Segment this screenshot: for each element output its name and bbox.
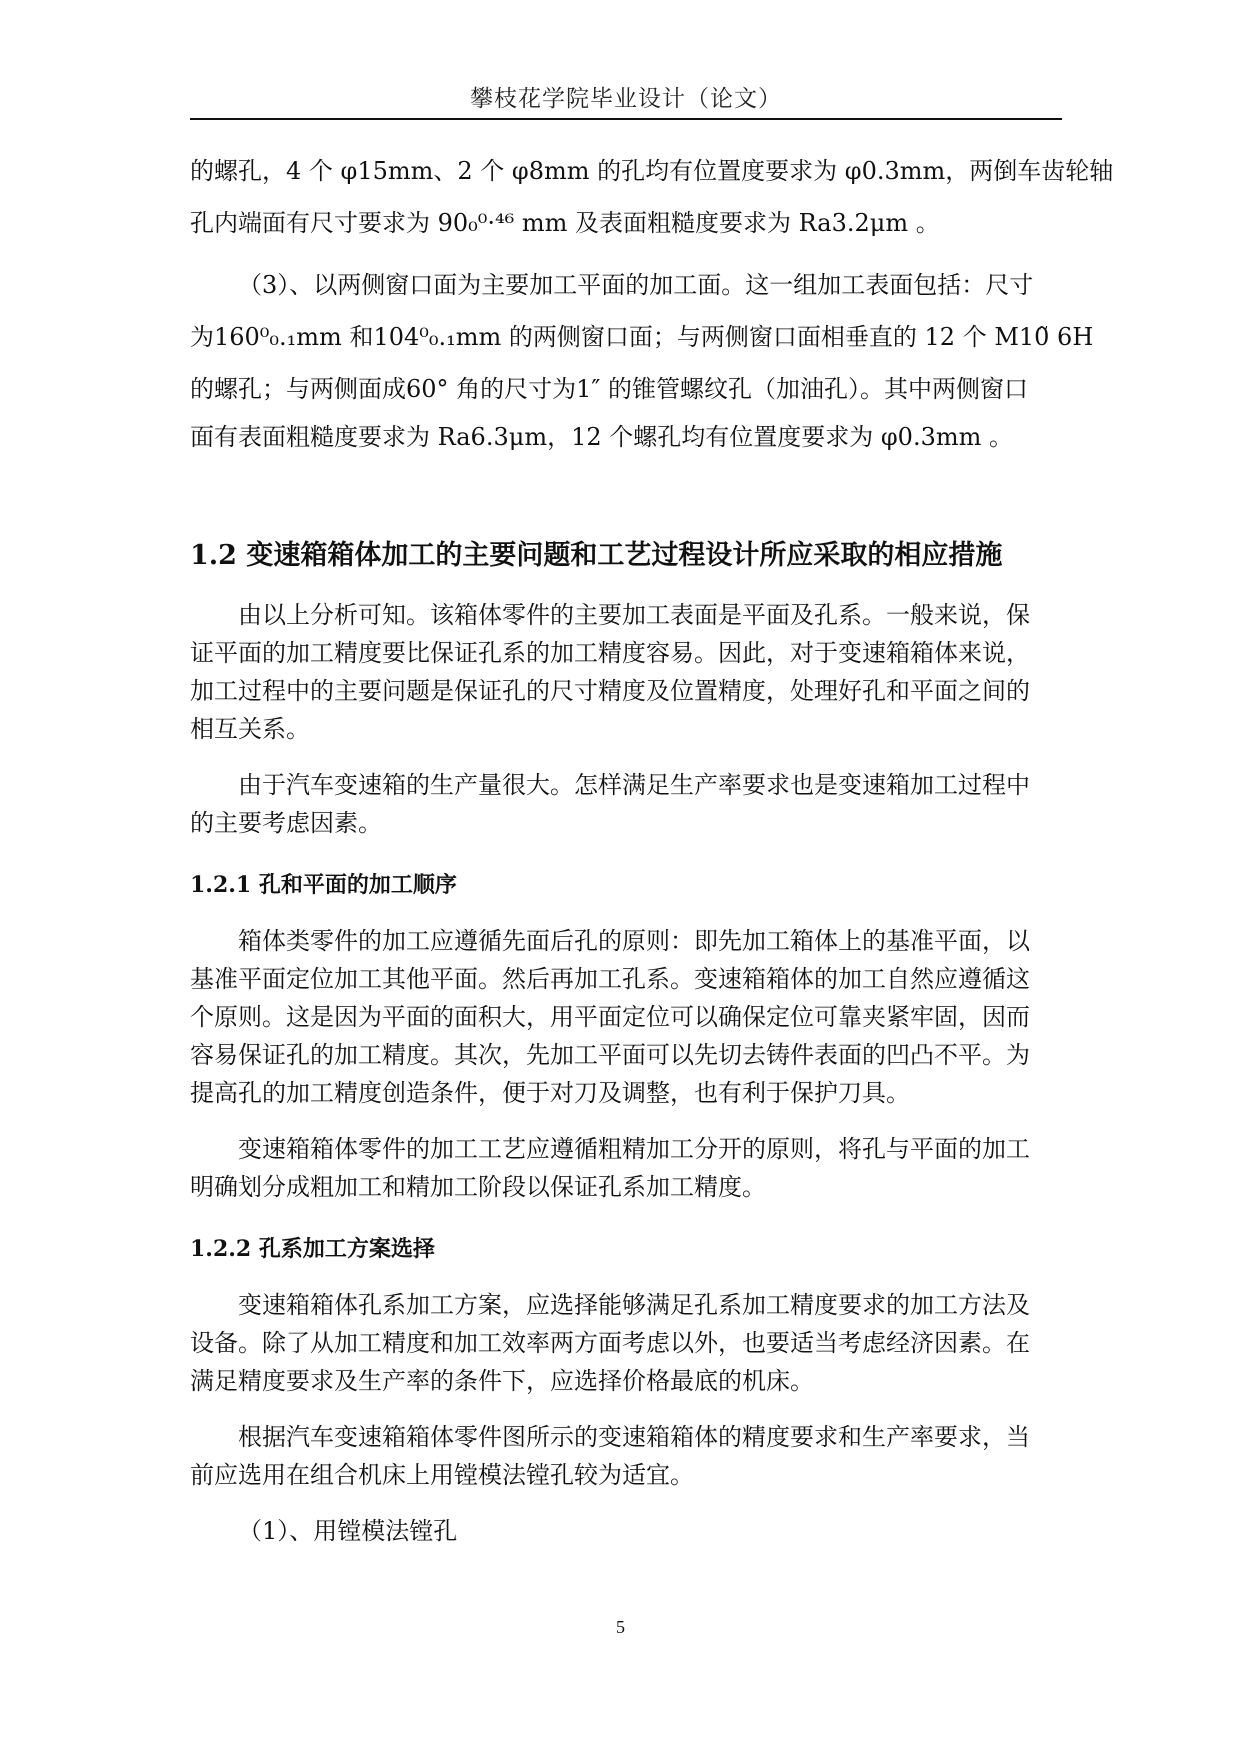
section-heading-1-2: 1.2 变速箱箱体加工的主要问题和工艺过程设计所应采取的相应措施 bbox=[190, 540, 1003, 571]
s12-p2-line-1: 由于汽车变速箱的生产量很大。怎样满足生产率要求也是变速箱加工过程中 bbox=[238, 771, 1030, 799]
s12-p1-line-1: 由以上分析可知。该箱体零件的主要加工表面是平面及孔系。一般来说，保 bbox=[238, 601, 1030, 629]
section-heading-1-2-2: 1.2.2 孔系加工方案选择 bbox=[190, 1236, 435, 1262]
s12-p1-line-2: 证平面的加工精度要比保证孔系的加工精度容易。因此，对于变速箱箱体来说， bbox=[190, 639, 1030, 667]
s121-p2-line-2: 明确划分成粗加工和精加工阶段以保证孔系加工精度。 bbox=[190, 1173, 766, 1201]
s121-p2-line-1: 变速箱箱体零件的加工工艺应遵循粗精加工分开的原则，将孔与平面的加工 bbox=[238, 1135, 1030, 1163]
s121-p1-line-5: 提高孔的加工精度创造条件，便于对刀及调整，也有利于保护刀具。 bbox=[190, 1079, 910, 1107]
para3-line-4: 面有表面粗糙度要求为 Ra6.3μm，12 个螺孔均有位置度要求为 φ0.3mm 。 bbox=[190, 423, 1013, 451]
s121-p1-line-1: 箱体类零件的加工应遵循先面后孔的原则：即先加工箱体上的基准平面，以 bbox=[238, 927, 1030, 955]
page-number: 5 bbox=[616, 1617, 625, 1637]
s122-p1-line-1: 变速箱箱体孔系加工方案，应选择能够满足孔系加工精度要求的加工方法及 bbox=[238, 1291, 1030, 1319]
s122-p2-line-2: 前应选用在组合机床上用镗模法镗孔较为适宜。 bbox=[190, 1461, 694, 1489]
s122-p1-line-3: 满足精度要求及生产率的条件下，应选择价格最底的机床。 bbox=[190, 1367, 814, 1395]
section-heading-1-2-1: 1.2.1 孔和平面的加工顺序 bbox=[190, 872, 457, 898]
header-rule bbox=[190, 118, 1062, 120]
s12-p1-line-3: 加工过程中的主要问题是保证孔的尺寸精度及位置精度，处理好孔和平面之间的 bbox=[190, 677, 1030, 705]
body-line-1: 的螺孔，4 个 φ15mm、2 个 φ8mm 的孔均有位置度要求为 φ0.3mm，两倒车齿轮轴 bbox=[190, 157, 1114, 185]
s121-p1-line-3: 个原则。这是因为平面的面积大，用平面定位可以确保定位可靠夹紧牢固，因而 bbox=[190, 1003, 1030, 1031]
s121-p1-line-2: 基准平面定位加工其他平面。然后再加工孔系。变速箱箱体的加工自然应遵循这 bbox=[190, 965, 1030, 993]
para3-line-1: （3）、以两侧窗口面为主要加工平面的加工面。这一组加工表面包括：尺寸 bbox=[238, 271, 1034, 299]
s122-item-1: （1）、用镗模法镗孔 bbox=[238, 1517, 458, 1545]
body-line-2: 孔内端面有尺寸要求为 90₀⁰·⁴⁶ mm 及表面粗糙度要求为 Ra3.2μm 。 bbox=[190, 209, 940, 237]
s122-p2-line-1: 根据汽车变速箱箱体零件图所示的变速箱箱体的精度要求和生产率要求，当 bbox=[238, 1423, 1030, 1451]
para3-line-3: 的螺孔；与两侧面成60° 角的尺寸为1″ 的锥管螺纹孔（加油孔）。其中两侧窗口 bbox=[190, 375, 1029, 403]
para3-line-2: 为160⁰₀.₁mm 和104⁰₀.₁mm 的两侧窗口面；与两侧窗口面相垂直的 12 个 M10̃ 6H bbox=[190, 323, 1094, 351]
s121-p1-line-4: 容易保证孔的加工精度。其次，先加工平面可以先切去铸件表面的凹凸不平。为 bbox=[190, 1041, 1030, 1069]
s122-p1-line-2: 设备。除了从加工精度和加工效率两方面考虑以外，也要适当考虑经济因素。在 bbox=[190, 1329, 1030, 1357]
s12-p1-line-4: 相互关系。 bbox=[190, 715, 310, 743]
s12-p2-line-2: 的主要考虑因素。 bbox=[190, 809, 382, 837]
page-header: 攀枝花学院毕业设计（论文） bbox=[470, 86, 782, 112]
